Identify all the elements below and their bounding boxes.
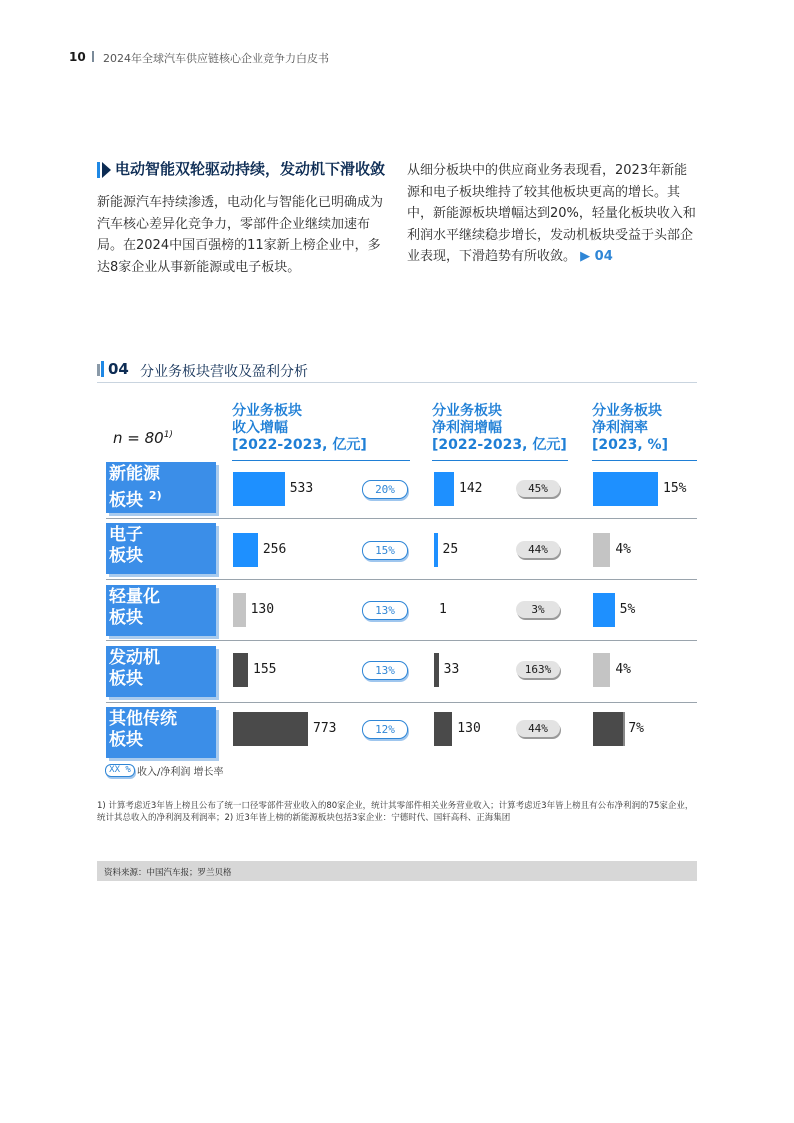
bar-margin-other-traditional: [593, 712, 623, 746]
growth-pill-profit-engine: 163%: [516, 661, 560, 678]
legend-growth-pill: XX %: [105, 764, 135, 777]
source-note: 资料来源：中国汽车报；罗兰贝格: [104, 868, 232, 878]
column-header-line: [2022-2023, 亿元]: [432, 437, 567, 453]
value-label-revenue-electronics: 256: [262, 542, 287, 557]
value-label-profit-new-energy: 142: [459, 481, 483, 496]
row-label-line: 板块: [109, 608, 143, 628]
paragraph-right-text: 从细分板块中的供应商业务表现看，2023年新能源和电子板块维持了较其他板块更高的增长。其中，新能源板块增幅达到20%，轻量化板块收入和利润水平继续稳步增长，发动机板块受益于头部企业表现，下滑趋势有所收敛。: [407, 163, 696, 264]
row-label-line: 轻量化: [109, 587, 160, 607]
column-header-line: [2023, %]: [592, 437, 668, 453]
value-label-margin-lightweight: 5%: [619, 602, 636, 617]
bar-revenue-other-traditional: [233, 712, 308, 746]
page-number: 10: [69, 50, 86, 64]
footnote: 1) 计算考虑近3年皆上榜且公布了统一口径零部件营业收入的80家企业，统计其零部件相关业务营业收入；计算考虑近3年皆上榜且有公布净利润的75家企业，统计其总收入的净利润及利润率；2) 近3年皆上榜的新能源板块包括3家企业：宁德时代、国轩高科、正海集团: [97, 801, 694, 823]
row-label-line: 电子: [109, 525, 143, 545]
value-label-margin-engine: 4%: [615, 662, 631, 677]
column-header-line: [2022-2023, 亿元]: [232, 437, 367, 453]
bar-profit-new-energy: [434, 472, 454, 506]
growth-pill-revenue-other-traditional: 12%: [362, 720, 408, 739]
column-header-line: 收入增幅: [232, 420, 288, 436]
document-title: 2024年全球汽车供应链核心企业竞争力白皮书: [103, 52, 329, 65]
growth-pill-profit-other-traditional: 44%: [516, 720, 560, 737]
column-header-line: 净利润增幅: [432, 420, 502, 436]
row-label-line: 板块: [109, 669, 143, 689]
value-label-profit-electronics: 25: [442, 542, 459, 557]
paragraph-left: 新能源汽车持续渗透，电动化与智能化已明确成为汽车核心差异化竞争力，零部件企业继续加速布局。在2024中国百强榜的11家新上榜企业中，多达8家企业从事新能源或电子板块。: [97, 195, 384, 275]
row-label-line: 新能源: [109, 464, 160, 484]
bar-profit-electronics: [434, 533, 438, 567]
value-label-revenue-new-energy: 533: [289, 481, 314, 496]
growth-pill-revenue-engine: 13%: [362, 661, 408, 680]
value-label-profit-lightweight: 1: [439, 602, 447, 617]
bar-margin-new-energy: [593, 472, 658, 506]
value-label-revenue-lightweight: 130: [250, 602, 275, 617]
row-label-footnote-marker: 2): [148, 489, 162, 502]
sample-size-footnote-marker: 1): [163, 430, 173, 440]
row-label-line: 发动机: [109, 648, 160, 668]
bar-revenue-electronics: [233, 533, 258, 567]
bar-revenue-lightweight: [233, 593, 246, 627]
bar-margin-lightweight: [593, 593, 615, 627]
figure-reference-link[interactable]: ▶ 04: [580, 249, 613, 264]
value-label-margin-electronics: 4%: [615, 542, 631, 557]
sample-size-text: n = 80: [113, 429, 164, 447]
row-label-line: 板块: [109, 730, 143, 750]
figure-title: 分业务板块营收及盈利分析: [140, 364, 308, 380]
column-header-line: 分业务板块: [232, 403, 302, 419]
bar-revenue-engine: [233, 653, 248, 687]
column-header-line: 分业务板块: [432, 403, 502, 419]
row-label-line: 板块: [109, 490, 143, 511]
bar-profit-engine: [434, 653, 439, 687]
legend-text: 收入/净利润 增长率: [137, 767, 224, 778]
bar-revenue-new-energy: [233, 472, 285, 506]
growth-pill-profit-electronics: 44%: [516, 541, 560, 558]
bar-profit-other-traditional: [434, 712, 452, 746]
column-header-line: 净利润率: [592, 420, 648, 436]
value-label-revenue-other-traditional: 773: [313, 721, 337, 736]
growth-pill-revenue-electronics: 15%: [362, 541, 408, 560]
value-label-profit-other-traditional: 130: [457, 721, 481, 736]
value-label-revenue-engine: 155: [253, 662, 277, 677]
value-label-margin-other-traditional: 7%: [628, 721, 644, 736]
figure-number: 04: [108, 360, 129, 378]
value-label-profit-engine: 33: [443, 662, 460, 677]
growth-pill-profit-lightweight: 3%: [516, 601, 560, 618]
value-label-margin-new-energy: 15%: [663, 481, 687, 496]
section-title: 电动智能双轮驱动持续，发动机下滑收敛: [115, 160, 386, 178]
row-label-line: 其他传统: [109, 709, 177, 729]
growth-pill-profit-new-energy: 45%: [516, 480, 560, 497]
column-header-line: 分业务板块: [592, 403, 662, 419]
growth-pill-revenue-lightweight: 13%: [362, 601, 408, 620]
growth-pill-revenue-new-energy: 20%: [362, 480, 408, 499]
bar-margin-electronics: [593, 533, 610, 567]
row-label-line: 板块: [109, 546, 143, 566]
bar-margin-engine: [593, 653, 610, 687]
